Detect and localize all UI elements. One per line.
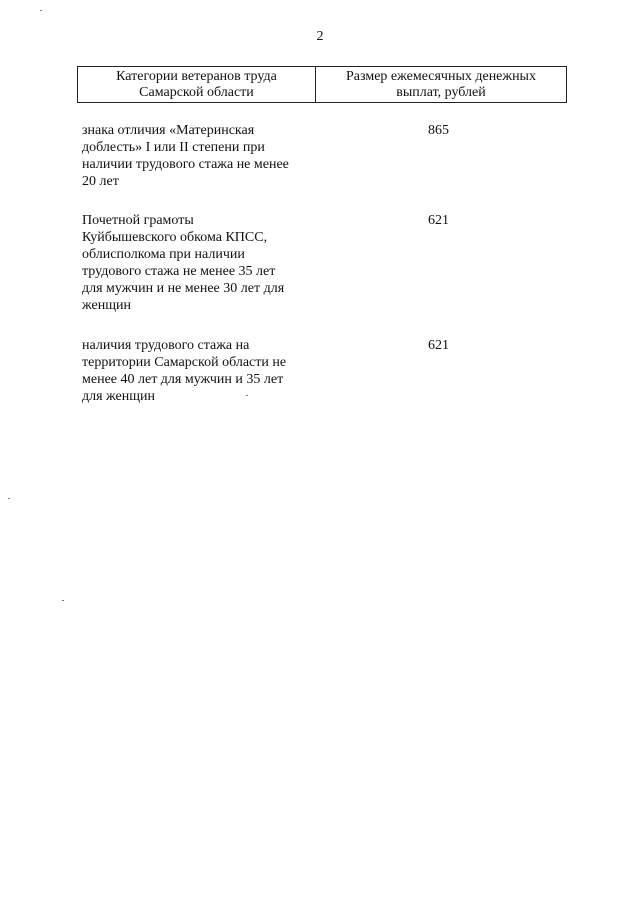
header-category-label: Категории ветеранов труда Самарской области [116,68,277,100]
row-amount: 621 [428,213,449,228]
row-amount: 865 [428,123,449,138]
table-row [82,337,562,405]
table-row [82,212,562,314]
table-header [77,66,567,103]
scan-speck [8,498,10,499]
header-amount [316,67,566,102]
scan-speck [246,395,248,396]
page-number: 2 [316,29,324,44]
header-amount-label: Размер ежемесячных денежных выплат, рублей [346,68,536,100]
row-category: наличия трудового стажа на территории Самарской области не менее 40 лет для мужчин и 35 лет для женщин [82,338,287,404]
row-amount: 621 [428,338,449,353]
row-category: знака отличия «Материнская доблесть» I или II степени при наличии трудового стажа не менее 20 лет [82,123,289,189]
header-category [78,67,316,102]
scan-speck [40,10,42,11]
row-category: Почетной грамоты Куйбышевского обкома КПСС, облисполкома при наличии трудового стажа не менее 35 лет для мужчин и не менее 30 лет для женщин [82,213,285,313]
table-row [82,122,562,190]
scan-speck [62,600,64,601]
